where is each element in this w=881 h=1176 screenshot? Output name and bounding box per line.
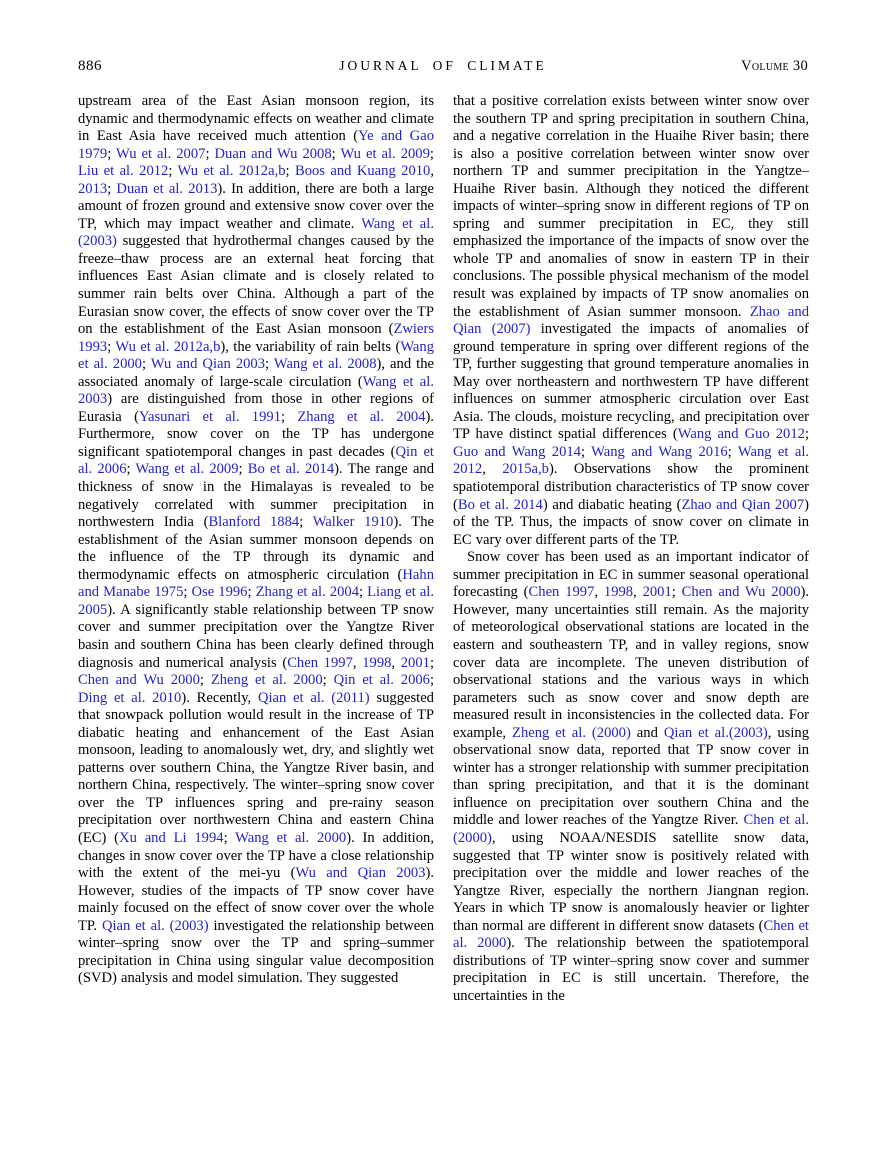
citation-link[interactable]: Ye and Gao 1979 [78,128,434,162]
citation-link[interactable]: Wang et al. 2003 [78,373,434,408]
text-run: ; [199,672,211,689]
text-run: ; [322,672,334,689]
citation-link[interactable]: Wang et al. (2003) [78,215,434,250]
text-run: ; [126,461,136,478]
citation-link[interactable]: Chen et al. (2000) [453,812,809,846]
text-run: , [482,461,503,478]
citation-link[interactable]: Chen et al. 2000 [453,917,809,952]
text-run: ). In addition, there are both a large amount of frozen ground and extensive snow cover over the TP, which may impact weather and climate. [78,180,434,232]
volume-label: Volume 30 [741,58,808,74]
text-run: ), the variability of rain belts ( [220,338,401,355]
text-run: ; [429,672,435,689]
journal-title: JOURNAL OF CLIMATE [339,58,547,73]
text-run: ; [429,654,434,671]
text-run: ). Observations show the prominent spatiotemporal distribution characteristics of TP snow cover ( [453,461,809,513]
text-run: ; [281,408,298,425]
text-run: , [352,654,363,671]
citation-link[interactable]: Bo et al. 2014 [457,496,543,513]
citation-link[interactable]: Zhao and Qian (2007) [453,303,810,338]
text-run: , [391,654,401,671]
citation-link[interactable]: Walker 1910 [312,514,394,531]
right-column [453,93,809,1005]
text-run: ; [285,163,295,180]
citation-link[interactable]: Wang et al. 2012 [453,443,810,478]
citation-link[interactable]: Hahn and Manabe 1975 [78,566,434,601]
text-run: and [630,724,664,741]
text-run: ; [580,443,592,460]
text-run: ) are distinguished from those in other regions of Eurasia ( [78,391,434,425]
citation-link[interactable]: Zhao and Qian 2007 [681,496,805,513]
text-run: ). The establishment of the Asian summer monsoon depends on the influence of the TP through its dynamic and thermodynamic effects on atmospheric circulation ( [78,514,434,583]
text-run: ). Recently, [181,689,258,706]
text-run: ; [359,584,368,601]
citation-link[interactable]: Wu and Qian 2003 [150,356,266,373]
text-run: ; [183,584,192,601]
text-run: ; [107,145,116,162]
left-column [78,93,434,1005]
citation-link[interactable]: Blanford 1884 [208,514,300,531]
citation-link[interactable]: Bo et al. 2014 [247,461,335,478]
citation-link[interactable]: 1998 [362,654,392,671]
citation-link[interactable]: Qin et al. 2006 [78,443,434,478]
text-run: ). However, studies of the impacts of TP snow cover have mainly focused on the effect of snow cover over the whole TP. [78,865,434,934]
text-run: ). A significantly stable relationship between TP snow cover and summer precipitation over the Yangtze River basin and southern China has been clearly defined through diagnosis and numerical analysis ( [78,601,434,671]
text-run: ; [299,514,313,531]
paragraph [453,93,809,549]
text-run: ). The relationship between the spatiotemporal distributions of TP winter–spring snow cover and summer precipitation in EC is still uncertain. Therefore, the uncertainties in the [453,935,809,1004]
citation-link[interactable]: Qian et al. (2011) [257,689,370,706]
citation-link[interactable]: Zhang et al. 2004 [255,584,359,601]
citation-link[interactable]: 1998 [603,584,634,601]
paragraph [453,549,809,1005]
citation-link[interactable]: Xu and Li 1994 [119,829,224,846]
citation-link[interactable]: Wang et al. 2009 [135,461,239,478]
text-run: , using observational snow data, reported that TP snow cover in winter has a stronger relationship with summer precipitation than spring precipitation, and that it is the dominant influence on precipitation over southern China and the middle and lower reaches of the Yangtze River. [453,724,809,829]
citation-link[interactable]: Zheng et al. 2000 [210,672,323,689]
citation-link[interactable]: 2001 [642,584,672,601]
text-run: ; [238,461,248,478]
citation-link[interactable]: Chen and Wu 2000 [681,584,801,601]
text-run: ; [727,443,738,460]
text-run: ; [671,584,682,601]
citation-link[interactable]: Wang and Guo 2012 [677,426,805,443]
text-run: ; [205,145,215,162]
text-run: ; [141,356,151,373]
text-run: ; [223,829,236,846]
citation-link[interactable]: Chen and Wu 2000 [78,672,200,689]
citation-link[interactable]: Qian et al.(2003) [663,724,768,741]
citation-link[interactable]: Wang et al. 2000 [235,829,347,846]
text-run: suggested that snowpack pollution would result in the increase of TP diabatic heating and enhancement of the East Asian monsoon, leading to anomalously wet, dry, and slightly wet patterns over southern China, the Yangtze River basin, and northern China, respectively. The winter–spring snow cover over the TP influences spring and pre-rainy season precipitation over northwestern China and eastern China (EC) ( [78,689,434,846]
text-run: ). The range and thickness of snow in the Himalayas is revealed to be negatively correlated with summer precipitation in northwestern India ( [78,461,435,531]
citation-link[interactable]: Wu et al. 2012a,b [115,338,221,355]
citation-link[interactable]: Wu and Qian 2003 [295,865,426,882]
text-run: Snow cover has been used as an important indicator of summer precipitation in EC in summer seasonal operational forecasting ( [453,549,809,601]
citation-link[interactable]: Wang et al. 2008 [273,356,377,373]
citation-link[interactable]: Duan et al. 2013 [116,180,218,197]
citation-link[interactable]: Zheng et al. (2000) [512,724,631,741]
text-run: , [594,584,604,601]
citation-link[interactable]: Wu et al. 2012a,b [177,163,286,180]
citation-link[interactable]: Liu et al. 2012 [78,163,169,180]
citation-link[interactable]: Wu et al. 2007 [116,145,206,162]
text-run: investigated the impacts of anomalies of ground temperature in spring over different regions of the TP, further suggesting that ground temperature anomalies in May over northeastern and northwestern TP have different influences on summer atmospheric circulation over East Asia. The clouds, moisture recycling, and precipitation over TP have distinct spatial differences ( [453,321,809,443]
citation-link[interactable]: 2015a,b [502,461,549,478]
text-run: ; [107,338,116,355]
citation-link[interactable]: Yasunari et al. 1991 [138,408,281,425]
citation-link[interactable]: Boos and Kuang 2010 [294,163,431,180]
citation-link[interactable]: Guo and Wang 2014 [453,443,581,460]
citation-link[interactable]: Duan and Wu 2008 [214,145,332,162]
text-run: ). However, many uncertainties still remain. As the majority of meteorological observational stations are located in the eastern and southeastern TP, and in valley regions, snow cover data are incomplete. The uneven distribution of observational stations and the various ways in which parameters such as snow cover and snow depth are measured result in inconsistencies in the collected data. For example, [453,584,810,741]
text-run: upstream area of the East Asian monsoon region, its dynamic and thermodynamic effects on weather and climate in East Asia have received much attention ( [78,93,434,145]
text-run: ; [265,356,274,373]
text-run: , using NOAA/NESDIS satellite snow data, suggested that TP winter snow is positively related with precipitation over the middle and lower reaches of the Yangtze River, especially the northern Jiangnan region. Years in which TP snow is anomalously heavier or lighter than normal are different in different snow datasets ( [453,829,809,934]
text-run: ; [429,145,434,162]
text-run: , [430,163,434,180]
citation-link[interactable]: Ding et al. 2010 [78,689,182,706]
page-number: 886 [78,58,102,74]
text-run: ; [804,426,809,443]
text-run: , [633,584,643,601]
citation-link[interactable]: Qian et al. (2003) [101,917,209,934]
citation-link[interactable]: 2013 [78,180,108,197]
citation-link[interactable]: Zwiers 1993 [78,321,434,355]
citation-link[interactable]: Wang and Wang 2016 [591,443,728,460]
citation-link[interactable]: Liang et al. 2005 [78,584,435,618]
text-run: suggested that hydrothermal changes caused by the freeze–thaw process are an external heat forcing that influences East Asian climate and is closely related to summer rain belts over China. Although a part of the Eurasian snow cover, the effects of snow cover over the TP on the establishment of the East Asian monsoon ( [78,233,434,338]
citation-link[interactable]: Wu et al. 2009 [340,145,430,162]
text-run: ; [107,180,117,197]
citation-link[interactable]: Wang et al. 2000 [78,338,434,373]
text-run: ), and the associated anomaly of large-scale circulation ( [78,356,434,390]
page-header [78,58,808,75]
citation-link[interactable]: Ose 1996 [191,584,248,601]
text-run: ; [168,163,178,180]
text-run: ) and diabatic heating ( [542,496,682,513]
text-run: investigated the relationship between winter–spring snow over the TP and spring–summer precipitation in China using singular value decomposition (SVD) analysis and model simulation. They suggested [78,917,434,987]
citation-link[interactable]: Chen 1997 [528,584,595,601]
article-body [78,93,809,1005]
citation-link[interactable]: 2001 [400,654,430,671]
citation-link[interactable]: Qin et al. 2006 [333,672,430,689]
text-run: ) of the TP. Thus, the impacts of snow cover on climate in EC vary over different parts of the TP. [453,496,809,548]
citation-link[interactable]: Zhang et al. 2004 [297,408,426,425]
citation-link[interactable]: Chen 1997 [287,654,353,671]
text-run: ). Furthermore, snow cover on the TP has undergone significant spatiotemporal changes in past decades ( [78,408,435,460]
paragraph [78,93,434,988]
text-run: ; [247,584,256,601]
text-run: that a positive correlation exists between winter snow over the southern TP and spring precipitation in southern China, and a negative correlation in the Huaihe River basin; there is also a positive correlation between winter snow over northern TP and summer precipitation in the Yangtze–Huaihe River basin. Although they noticed the different impacts of winter–spring snow in different regions of TP on spring and summer precipitation in EC, they still emphasized the importance of the impacts of snow over the whole TP and anomalies of snow in eastern TP in their conclusions. The possible physical mechanism of the model result was explained by impacts of TP snow anomalies on the establishment of Asian summer monsoon. [453,93,809,320]
text-run: ). In addition, changes in snow cover over the TP have a close relationship with the extent of the mei-yu ( [78,829,434,882]
text-run: ; [331,145,341,162]
